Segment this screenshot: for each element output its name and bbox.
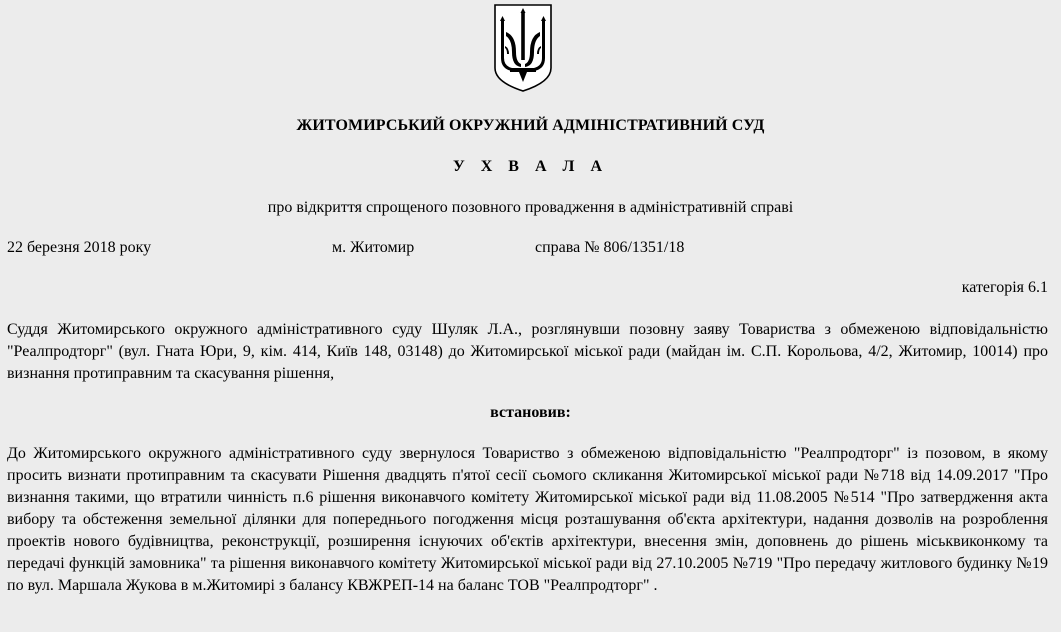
- document-date: 22 березня 2018 року: [7, 239, 152, 256]
- document-type-title: У Х В А Л А: [453, 158, 608, 175]
- case-category: категорія 6.1: [961, 279, 1048, 296]
- section-heading: встановив:: [490, 404, 571, 421]
- body-paragraph: До Житомирського окружного адміністративного суду звернулося Товариство з обмеженою відповідальністю "Реалпродторг" із позовом, в якому просить визнати протиправним та скасувати Рішення двадцять п'ятої сесії сьомого скликання Житомирської міської ради №718 від 14.09.2017 "Про визнання такими, що втратили чинність п.6 рішення виконавчого комітету Житомирської міської ради від 11.08.2005 №514 "Про затвердження акта вибору та обстеження земельної ділянки для попереднього погодження місця розташування об'єкта архітектури, надання дозволів на розроблення проектів нового будівництва, реконструкції, розширення існуючих об'єктів архітектури, внесення змін, доповнень до рішень міськвиконкому та передачі функцій замовника" та рішення виконавчого комітету Житомирської міської ради від 27.10.2005 №719 "Про передачу житлового будинку №19 по вул. Маршала Жукова в м.Житомирі з балансу КВЖРЕП-14 на баланс ТОВ "Реалпродторг" .: [7, 445, 1048, 594]
- document-city: м. Житомир: [332, 239, 415, 256]
- intro-paragraph: Суддя Житомирського окружного адміністративного суду Шуляк Л.А., розглянувши позовну заяву Товариства з обмеженою відповідальністю "Реалпродторг" (вул. Гната Юри, 9, кім. 414, Київ 148, 03148) до Житомирської міської ради (майдан ім. С.П. Корольова, 4/2, Житомир, 10014) про визнання протиправним та скасування рішення,: [7, 321, 1048, 382]
- trident-emblem-icon: [492, 2, 554, 94]
- document-subtitle: про відкриття спрощеного позовного провадження в адміністративній справі: [267, 199, 794, 216]
- court-name: ЖИТОМИРСЬКИЙ ОКРУЖНИЙ АДМІНІСТРАТИВНИЙ СУД: [296, 117, 765, 134]
- case-number: справа № 806/1351/18: [535, 239, 685, 256]
